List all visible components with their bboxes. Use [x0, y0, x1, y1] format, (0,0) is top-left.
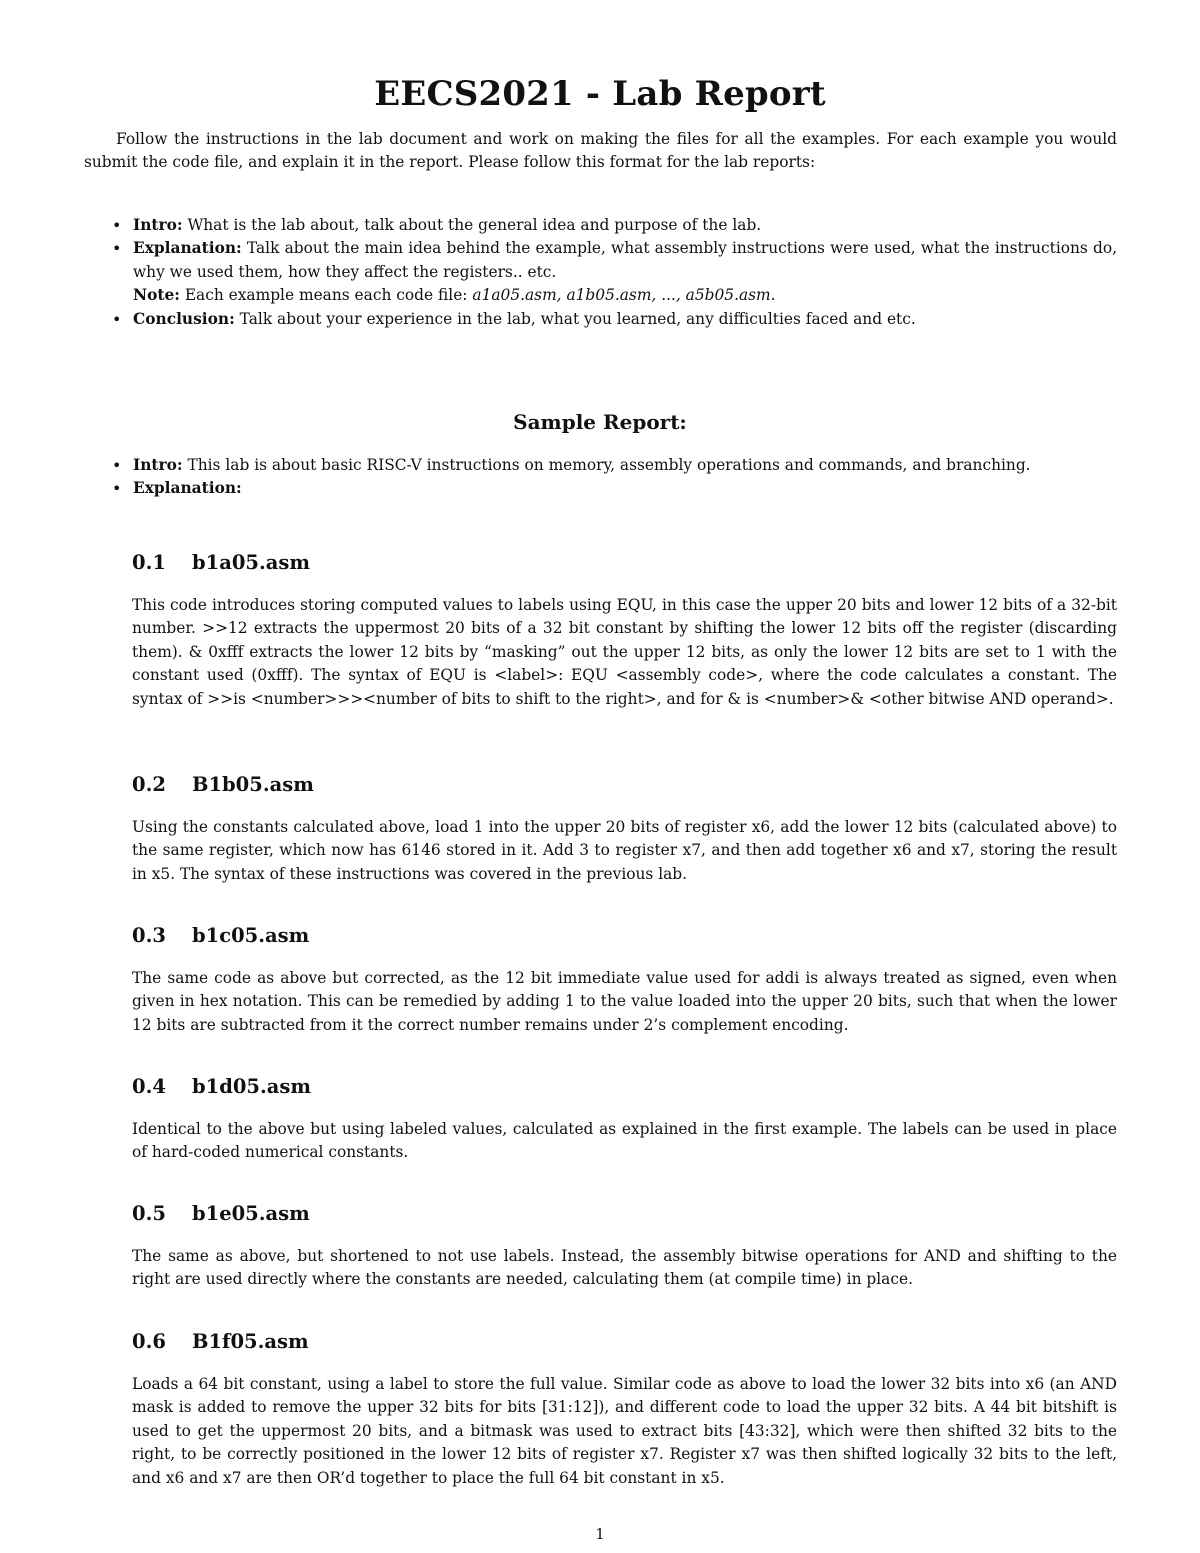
- section-title: b1d05.asm: [192, 1075, 312, 1098]
- section-body: Identical to the above but using labeled values, calculated as explained in the first example. The labels can be used in place of hard-coded numerical constants.: [132, 1120, 1117, 1162]
- section-title: b1a05.asm: [192, 551, 311, 574]
- section-number: 0.1: [132, 551, 166, 574]
- section-heading: [132, 1074, 1117, 1100]
- format-item-text: What is the lab about, talk about the general idea and purpose of the lab.: [182, 216, 762, 234]
- sample-list: [112, 454, 1117, 501]
- note-label: Note:: [133, 286, 180, 305]
- section-number: 0.2: [132, 773, 166, 796]
- intro-paragraph: Follow the instructions in the lab document and work on making the files for all the examples. For each example you would submit the code file, and explain it in the report. Please follow this format for the lab reports:: [84, 130, 1117, 172]
- section-heading: [132, 923, 1117, 949]
- section-heading: [132, 1201, 1117, 1227]
- note-end: .: [770, 286, 776, 305]
- document-title: EECS2021 - Lab Report: [374, 74, 826, 114]
- format-item-explanation: [112, 237, 1117, 307]
- section-body: The same as above, but shortened to not use labels. Instead, the assembly bitwise operations for AND and shifting to the right are used directly where the constants are needed, calculating them (at compile time) in place.: [132, 1247, 1117, 1289]
- format-list: [112, 214, 1117, 331]
- section-b1c05: [132, 923, 1117, 1037]
- sample-item-label: Explanation:: [133, 479, 242, 498]
- format-item-intro: [112, 214, 1117, 237]
- section-body: This code introduces storing computed values to labels using EQU, in this case the upper 20 bits and lower 12 bits of a 32-bit number. >>12 extracts the uppermost 20 bits of a 32 bit constant by shifting the lower 12 bits off the register (discarding them). & 0xfff extracts the lower 12 bits by “masking” out the upper 12 bits, as only the lower 12 bits are set to 1 with the constant used (0xfff). The syntax of EQU is <label>: EQU <assembly code>, where the code calculates a constant. The syntax of >>is <number>>><number of bits to shift to the right>, and for & is <number>& <other bitwise AND operand>.: [132, 596, 1117, 708]
- page-number: 1: [595, 1525, 605, 1543]
- section-b1d05: [132, 1074, 1117, 1165]
- format-item-label: Explanation:: [133, 239, 242, 258]
- section-title: b1c05.asm: [192, 924, 310, 947]
- section-b1b05: [132, 772, 1117, 886]
- format-item-text: Talk about the main idea behind the example, what assembly instructions were used, what the instructions do, why we used them, how they affect the registers.. etc.: [133, 239, 1117, 281]
- sample-item-text: This lab is about basic RISC-V instructions on memory, assembly operations and commands, and branching.: [182, 456, 1031, 474]
- section-heading: [132, 550, 1117, 576]
- section-number: 0.5: [132, 1202, 166, 1225]
- format-item-text: Talk about your experience in the lab, what you learned, any difficulties faced and etc.: [234, 309, 916, 328]
- section-body: The same code as above but corrected, as the 12 bit immediate value used for addi is always treated as signed, even when given in hex notation. This can be remedied by adding 1 to the value loaded into the upper 20 bits, such that when the lower 12 bits are subtracted from it the correct number remains under 2’s complement encoding.: [132, 969, 1117, 1034]
- note-files: a1a05.asm, a1b05.asm, ..., a5b05.asm: [472, 286, 771, 305]
- section-body: Loads a 64 bit constant, using a label to store the full value. Similar code as above to load the lower 32 bits into x6 (an AND mask is added to remove the upper 32 bits for bits [31:12]), and different code to load the upper 32 bits. A 44 bit bitshift is used to get the uppermost 20 bits, and a bitmask was used to extract bits [43:32], which were then shifted 32 bits to the right, to be correctly positioned in the lower 12 bits of register x7. Register x7 was then shifted logically 32 bits to the left, and x6 and x7 are then OR’d together to place the full 64 bit constant in x5.: [132, 1375, 1117, 1487]
- section-b1a05: [132, 550, 1117, 711]
- sample-item-intro: [112, 454, 1117, 477]
- section-body: Using the constants calculated above, load 1 into the upper 20 bits of register x6, add the lower 12 bits (calculated above) to the same register, which now has 6146 stored in it. Add 3 to register x7, and then add together x6 and x7, storing the result in x5. The syntax of these instructions was covered in the previous lab.: [132, 818, 1117, 883]
- section-number: 0.4: [132, 1075, 166, 1098]
- section-number: 0.3: [132, 924, 166, 947]
- sample-report-heading: Sample Report:: [513, 410, 687, 434]
- section-title: b1e05.asm: [192, 1202, 310, 1225]
- section-heading: [132, 1329, 1117, 1355]
- sample-item-label: Intro:: [133, 456, 183, 474]
- sample-item-explanation: [112, 477, 1117, 500]
- section-heading: [132, 772, 1117, 798]
- section-number: 0.6: [132, 1330, 166, 1353]
- section-title: B1b05.asm: [192, 773, 314, 796]
- note-text: Each example means each code file:: [179, 286, 473, 305]
- section-b1e05: [132, 1201, 1117, 1292]
- section-title: B1f05.asm: [192, 1330, 309, 1353]
- format-item-conclusion: [112, 308, 1117, 331]
- format-item-label: Conclusion:: [133, 309, 235, 328]
- format-item-label: Intro:: [133, 216, 183, 234]
- section-b1f05: [132, 1329, 1117, 1490]
